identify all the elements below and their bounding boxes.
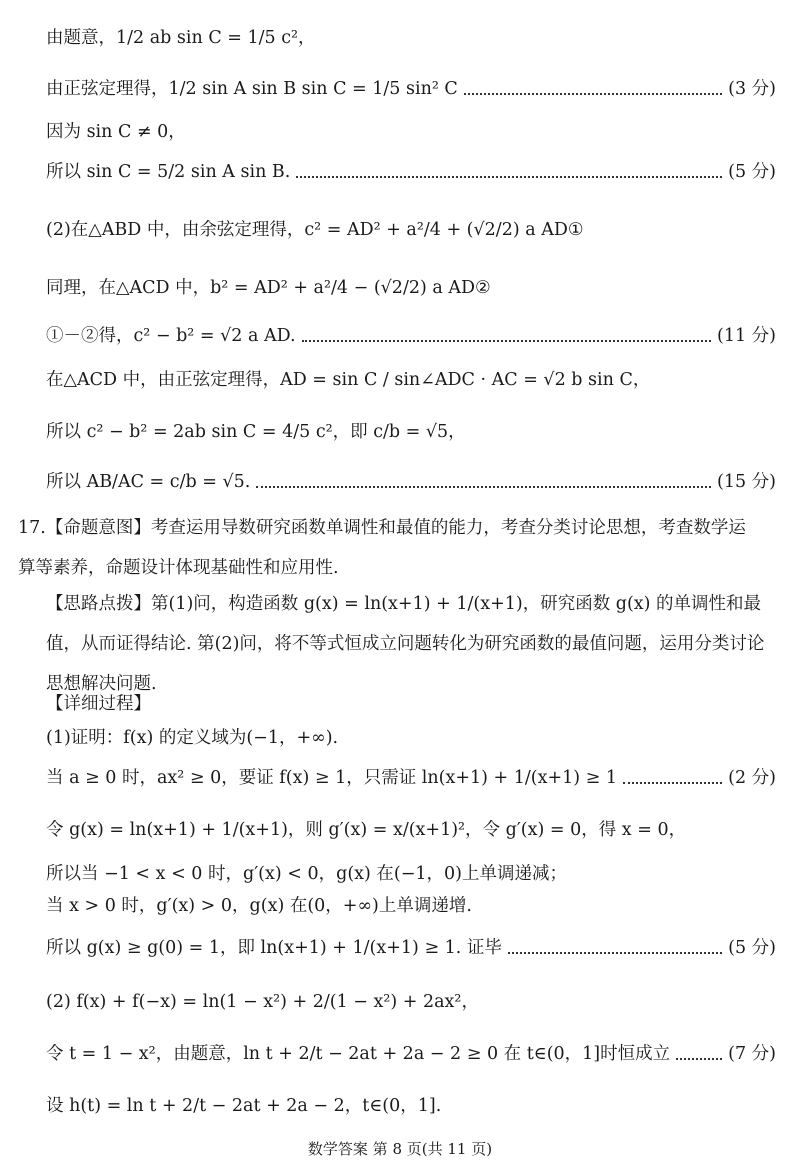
line-2: 由正弦定理得，1/2 sin A sin B sin C = 1/5 sin² C (3 分) [46, 79, 776, 99]
question-17-intent: 17.【命题意图】考查运用导数研究函数单调性和最值的能力，考查分类讨论思想，考查数学运算等素养，命题设计体现基础性和应用性. [18, 518, 746, 578]
leader-dots [302, 340, 711, 342]
proof-line-3: 令 g(x) = ln(x+1) + 1/(x+1)，则 g′(x) = x/(x+1)²，令 g′(x) = 0，得 x = 0， [46, 820, 687, 840]
line-3: 因为 sin C ≠ 0， [46, 122, 186, 142]
page-footer: 数学答案 第 8 页(共 11 页) [307, 1140, 493, 1158]
proof-line-8: 令 t = 1 − x²，由题意，ln t + 2/t − 2at + 2a − 2 ≥ 0 在 t∈(0，1]时恒成立 (7 分) [46, 1044, 776, 1064]
proof-line-4: 所以当 −1 < x < 0 时，g′(x) < 0，g(x) 在(−1，0)上单调递减； [46, 864, 567, 884]
line-9: 所以 c² − b² = 2ab sin C = 4/5 c²，即 c/b = √5， [46, 422, 466, 442]
leader-dots [676, 1058, 722, 1060]
proof-line-6: 所以 g(x) ≥ g(0) = 1，即 ln(x+1) + 1/(x+1) ≥ 1. 证毕 (5 分) [46, 938, 776, 958]
proof-line-7: (2) f(x) + f(−x) = ln(1 − x²) + 2/(1 − x²) + 2ax²， [46, 992, 479, 1012]
line-8: 在△ACD 中，由正弦定理得，AD = sin C / sin∠ADC · AC = √2 b sin C， [46, 370, 651, 390]
line-7: ①－②得，c² − b² = √2 a AD. (11 分) [46, 326, 776, 346]
line-6: 同理，在△ACD 中，b² = AD² + a²/4 − (√2/2) a AD② [46, 278, 491, 298]
leader-dots [464, 93, 722, 95]
detail-heading: 【详细过程】 [46, 694, 151, 714]
line-5: (2)在△ABD 中，由余弦定理得，c² = AD² + a²/4 + (√2/2) a AD① [46, 220, 584, 240]
leader-dots [296, 176, 722, 178]
line-4: 所以 sin C = 5/2 sin A sin B. (5 分) [46, 162, 776, 182]
line-1: 由题意，1/2 ab sin C = 1/5 c²， [46, 28, 316, 48]
leader-dots [508, 952, 722, 954]
proof-line-9: 设 h(t) = ln t + 2/t − 2at + 2a − 2，t∈(0，1]. [46, 1096, 442, 1116]
proof-line-2: 当 a ≥ 0 时，ax² ≥ 0，要证 f(x) ≥ 1，只需证 ln(x+1) + 1/(x+1) ≥ 1 (2 分) [46, 768, 776, 788]
solution-hint: 【思路点拨】第(1)问，构造函数 g(x) = ln(x+1) + 1/(x+1)，研究函数 g(x) 的单调性和最值，从而证得结论. 第(2)问，将不等式恒成立问题转化为研究函数的最值问题，运用分类讨论思想解决问题. [46, 594, 765, 694]
proof-line-1: (1)证明：f(x) 的定义域为(−1，+∞). [46, 728, 339, 748]
leader-dots [623, 782, 722, 784]
proof-line-5: 当 x > 0 时，g′(x) > 0，g(x) 在(0，+∞)上单调递增. [46, 896, 472, 916]
leader-dots [256, 486, 711, 488]
line-10: 所以 AB/AC = c/b = √5. (15 分) [46, 472, 776, 492]
